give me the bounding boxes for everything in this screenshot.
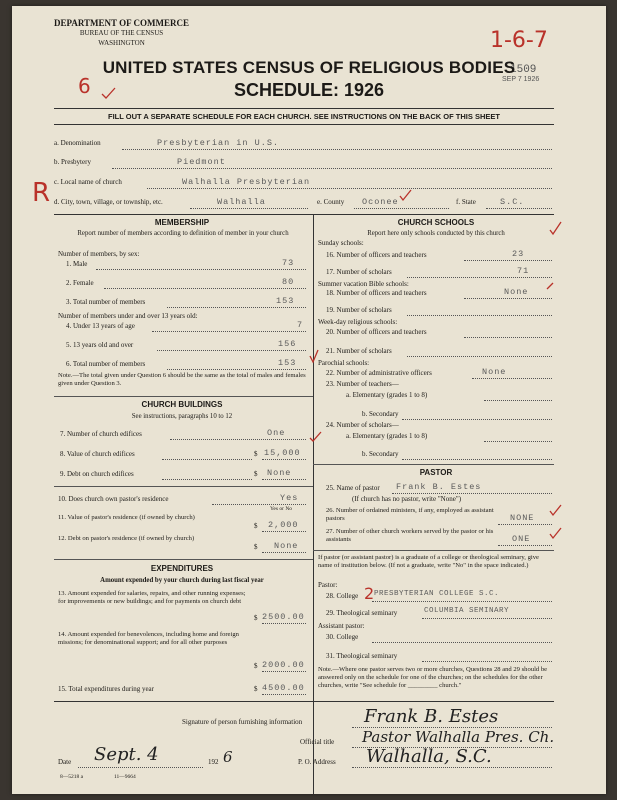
q1-value: 73: [282, 258, 295, 268]
q23b-label: b. Secondary: [362, 410, 399, 418]
city-value: Walhalla: [217, 197, 266, 207]
q18-label: 18. Number of officers and teachers: [326, 289, 427, 297]
q14-label: 14. Amount expended for benevolences, including home and foreign missions; for denominational support; and for all other purposes: [58, 631, 239, 646]
presbytery-value: Piedmont: [177, 157, 226, 167]
date-stamp: SEP 7 1926: [502, 76, 540, 83]
q14-value: 2000.00: [262, 660, 305, 670]
county-label: e. County: [317, 198, 345, 206]
q15-dollar: $: [254, 685, 258, 693]
buildings-title: CHURCH BUILDINGS: [141, 400, 223, 409]
members-by-sex: Number of members, by sex:: [58, 250, 140, 258]
form-instructions: FILL OUT A SEPARATE SCHEDULE FOR EACH CHURCH. SEE INSTRUCTIONS ON THE BACK OF THIS SHEET: [108, 112, 500, 121]
schools-intro: Report here only schools conducted by this church: [367, 230, 505, 237]
signature-value: Frank B. Estes: [364, 706, 499, 727]
form-title: UNITED STATES CENSUS OF RELIGIOUS BODIES: [102, 58, 516, 77]
q12-value: None: [274, 541, 299, 551]
q12-dollar: $: [254, 543, 258, 551]
q19-label: 19. Number of scholars: [326, 306, 392, 314]
red-mark-six: 6: [78, 74, 91, 98]
red-r-mark: R: [32, 178, 51, 208]
year-value: 6: [223, 748, 233, 766]
q4-label: 4. Under 13 years of age: [66, 322, 135, 330]
q31-label: 31. Theological seminary: [326, 652, 398, 660]
q16-value: 23: [512, 249, 525, 259]
q13-label: 13. Amount expended for salaries, repairs, and other running expenses; for improvements or new buildings; and for payments on church debt: [58, 590, 246, 605]
q3-label: 3. Total number of members: [66, 298, 146, 306]
q6-value: 153: [278, 358, 297, 368]
q9-value: None: [267, 468, 292, 478]
q2-value: 80: [282, 277, 295, 287]
q11-dollar: $: [254, 522, 258, 530]
q7-label: 7. Number of church edifices: [60, 430, 142, 438]
signature-label: Signature of person furnishing information: [182, 718, 303, 726]
form-schedule: SCHEDULE: 1926: [233, 80, 385, 100]
q29-label: 29. Theological seminary: [326, 609, 398, 617]
q28-label: 28. College: [326, 592, 359, 600]
q5-label: 5. 13 years old and over: [66, 341, 134, 349]
q27-value: ONE: [512, 534, 531, 544]
form-number-2: 11—9664: [114, 774, 136, 780]
date-value: Sept. 4: [94, 744, 159, 765]
official-title-value: Pastor Walhalla Pres. Ch.: [362, 728, 555, 746]
summer-schools: Summer vacation Bible schools:: [318, 280, 409, 288]
county-value: Oconee: [362, 197, 399, 207]
church-name-label: c. Local name of church: [54, 178, 122, 186]
official-title-label: Official title: [300, 738, 335, 746]
weekday-schools: Week-day religious schools:: [318, 318, 398, 326]
q17-value: 71: [517, 266, 530, 276]
q29-value: COLUMBIA SEMINARY: [424, 607, 510, 615]
red-number-two: 2: [364, 584, 375, 603]
q28-value: PRESBYTERIAN COLLEGE S.C.: [374, 590, 500, 598]
q15-label: 15. Total expenditures during year: [58, 685, 154, 693]
q9-dollar: $: [254, 470, 258, 478]
q26-value: NONE: [510, 513, 535, 523]
q25-note: (If church has no pastor, write "None"): [352, 495, 462, 503]
stamp-number: 1509: [510, 64, 537, 76]
q11-label: 11. Value of pastor's residence (if owned by church): [58, 514, 195, 521]
check-mark-county: [400, 190, 411, 200]
members-by-age: Number of members under and over 13 years old:: [58, 312, 198, 320]
sunday-schools: Sunday schools:: [318, 239, 364, 247]
church-name-value: Walhalla Presbyterian: [182, 177, 311, 187]
q10-label: 10. Does church own pastor's residence: [58, 495, 169, 503]
check-mark-members: [310, 350, 318, 362]
q13-dollar: $: [254, 614, 258, 622]
q23-label: 23. Number of teachers—: [326, 380, 399, 388]
q17-label: 17. Number of scholars: [326, 268, 392, 276]
q8-dollar: $: [254, 450, 258, 458]
q16-label: 16. Number of officers and teachers: [326, 251, 427, 259]
yes-no-hint: Yes or No: [270, 506, 293, 512]
membership-intro: Report number of members according to definition of member in your church: [77, 230, 289, 237]
presbytery-label: b. Presbytery: [54, 158, 91, 166]
q9-label: 9. Debt on church edifices: [60, 470, 134, 478]
q20-label: 20. Number of officers and teachers: [326, 328, 427, 336]
q18-value: None: [504, 287, 529, 297]
dept-name: DEPARTMENT OF COMMERCE: [54, 18, 190, 28]
year-prefix: 192: [208, 758, 219, 766]
expenditures-sub: Amount expended by your church during last fiscal year: [100, 577, 264, 584]
q3-value: 153: [276, 296, 295, 306]
q8-value: 15,000: [264, 448, 301, 458]
check-mark-workers: [550, 528, 561, 538]
pastor-note: Note.—Where one pastor serves two or more churches, Questions 28 and 29 should be answered only on the schedule for one of the churches; on the schedules for the other churches, write "See schedule for _________ church.": [318, 666, 548, 689]
q7-value: One: [267, 428, 286, 438]
denomination-label: a. Denomination: [54, 139, 101, 147]
q10-value: Yes: [280, 493, 299, 503]
q24b-label: b. Secondary: [362, 450, 399, 458]
check-mark-1: [102, 88, 115, 98]
graduate-instruction: If pastor (or assistant pastor) is a graduate of a college or theological seminary, give name of institution below. (If not a graduate, write "No" in the space indicated.): [318, 554, 539, 569]
buildings-sub: See instructions, paragraphs 10 to 12: [131, 413, 233, 420]
check-mark-edifices: [310, 432, 321, 441]
q25-label: 25. Name of pastor: [326, 484, 380, 492]
city-label: d. City, town, village, or township, etc.: [54, 198, 163, 206]
parochial-schools: Parochial schools:: [318, 359, 370, 367]
denomination-value: Presbyterian in U.S.: [157, 138, 280, 148]
schools-title: CHURCH SCHOOLS: [397, 218, 475, 227]
q1-label: 1. Male: [66, 260, 88, 268]
q24a-label: a. Elementary (grades 1 to 8): [346, 432, 428, 440]
q5-value: 156: [278, 339, 297, 349]
check-mark-assistants: [550, 505, 561, 515]
pastor-title: PASTOR: [419, 468, 453, 477]
state-label: f. State: [456, 198, 476, 206]
q23a-label: a. Elementary (grades 1 to 8): [346, 391, 428, 399]
q2-label: 2. Female: [66, 279, 94, 287]
q6-label: 6. Total number of members: [66, 360, 146, 368]
q8-label: 8. Value of church edifices: [60, 450, 135, 458]
pastor-sublabel: Pastor:: [318, 581, 338, 589]
q4-value: 7: [297, 320, 304, 330]
bureau-name: BUREAU OF THE CENSUS: [79, 29, 164, 37]
membership-note: Note.—The total given under Question 6 should be the same as the total of males and females given under Question 3.: [58, 372, 306, 387]
po-address-label: P. O. Address: [298, 758, 336, 766]
form-number: 8—5218 a: [60, 774, 84, 780]
q24-label: 24. Number of scholars—: [326, 421, 399, 429]
q11-value: 2,000: [268, 520, 299, 530]
state-value: S.C.: [500, 197, 525, 207]
check-mark-schools: [550, 222, 561, 234]
check-mark-summer: [547, 283, 553, 289]
red-annotation-top: 1-6-7: [490, 28, 548, 53]
q14-dollar: $: [254, 662, 258, 670]
po-address-value: Walhalla, S.C.: [366, 746, 492, 767]
q26-label: 26. Number of ordained ministers, if any, employed as assistant pastors: [326, 507, 494, 522]
assistant-pastor-sublabel: Assistant pastor:: [318, 622, 365, 630]
q12-label: 12. Debt on pastor's residence (if owned by church): [58, 535, 195, 542]
census-form: [12, 6, 606, 794]
membership-title: MEMBERSHIP: [154, 218, 210, 227]
city-name: WASHINGTON: [98, 39, 145, 47]
q21-label: 21. Number of scholars: [326, 347, 392, 355]
date-label: Date: [58, 758, 72, 766]
q30-label: 30. College: [326, 633, 359, 641]
q22-value: None: [482, 367, 507, 377]
q25-value: Frank B. Estes: [396, 482, 482, 492]
q13-value: 2500.00: [262, 612, 305, 622]
red-checkmarks: [12, 6, 606, 794]
q22-label: 22. Number of administrative officers: [326, 369, 432, 377]
q15-value: 4500.00: [262, 683, 305, 693]
q27-label: 27. Number of other church workers served by the pastor or his assistants: [326, 528, 494, 543]
expenditures-title: EXPENDITURES: [150, 564, 214, 573]
